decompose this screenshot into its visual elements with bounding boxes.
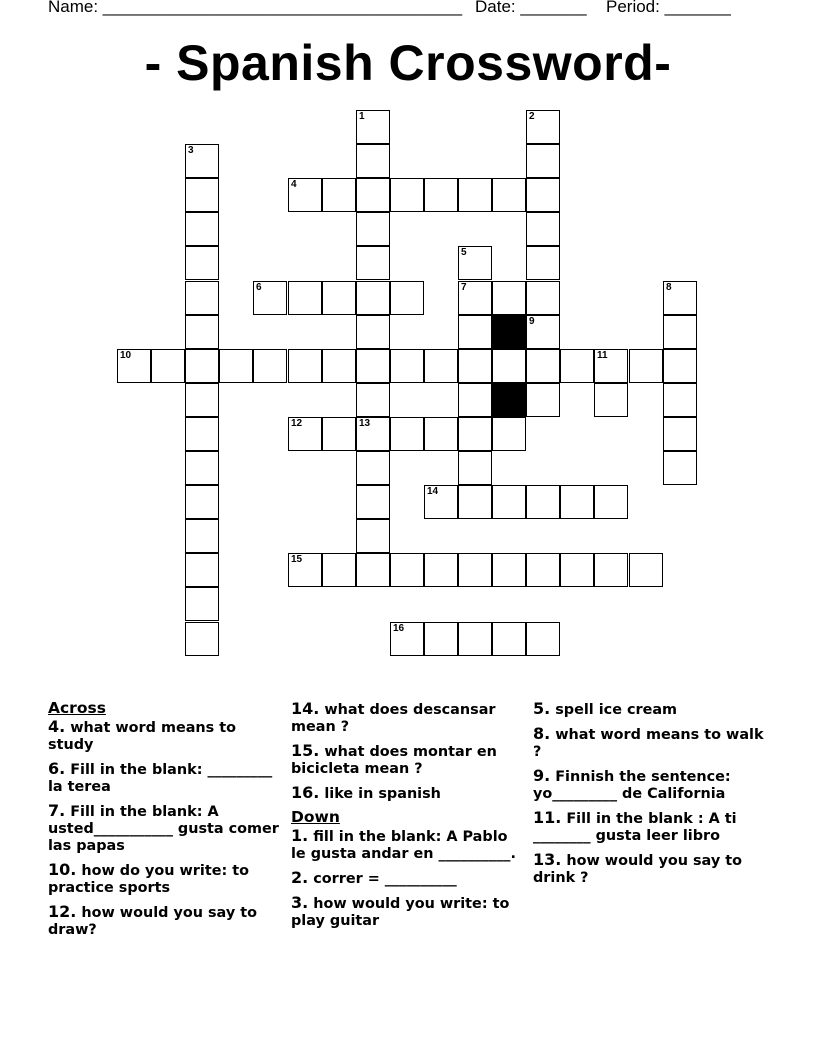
crossword-cell[interactable] [185, 281, 219, 315]
crossword-cell[interactable] [185, 451, 219, 485]
crossword-cell[interactable] [594, 553, 628, 587]
crossword-cell[interactable] [390, 178, 424, 212]
crossword-cell[interactable] [356, 144, 390, 178]
clue-column-2 [291, 700, 523, 936]
clue-item: 7. Fill in the blank: A usted___________ gusta comer las papas [48, 801, 279, 854]
crossword-cell[interactable] [458, 485, 492, 519]
crossword-block [492, 315, 526, 349]
crossword-cell[interactable] [594, 485, 628, 519]
crossword-cell[interactable] [492, 281, 526, 315]
crossword-cell[interactable] [185, 315, 219, 349]
crossword-cell[interactable] [663, 315, 697, 349]
clue-item: 6. Fill in the blank: _________ la terea [48, 759, 273, 795]
period-field[interactable]: Period: _______ [606, 0, 731, 16]
crossword-cell[interactable] [253, 281, 287, 315]
crossword-cell[interactable] [356, 212, 390, 246]
crossword-cell[interactable] [492, 622, 526, 656]
crossword-cell[interactable] [356, 246, 390, 280]
clue-column-1 [48, 700, 280, 945]
clue-number: 7 [461, 282, 467, 293]
crossword-cell[interactable] [185, 383, 219, 417]
crossword-cell[interactable] [424, 349, 458, 383]
crossword-cell[interactable] [253, 349, 287, 383]
crossword-cell[interactable] [629, 349, 663, 383]
crossword-cell[interactable] [185, 553, 219, 587]
crossword-cell[interactable] [560, 485, 594, 519]
crossword-cell[interactable] [526, 110, 560, 144]
clue-item: 5. spell ice cream [533, 699, 678, 718]
clue-number: 2 [529, 111, 535, 122]
crossword-cell[interactable] [594, 349, 628, 383]
crossword-cell[interactable] [526, 349, 560, 383]
crossword-cell[interactable] [526, 144, 560, 178]
date-field[interactable]: Date: _______ [475, 0, 587, 16]
clue-item: 11. Fill in the blank : A ti ________ gusta leer libro [533, 808, 737, 844]
crossword-cell[interactable] [663, 383, 697, 417]
crossword-cell[interactable] [117, 349, 151, 383]
crossword-cell[interactable] [594, 383, 628, 417]
crossword-cell[interactable] [288, 178, 322, 212]
crossword-cell[interactable] [629, 553, 663, 587]
crossword-cell[interactable] [185, 519, 219, 553]
clue-item: 14. what does descansar mean ? [291, 699, 496, 735]
crossword-cell[interactable] [288, 553, 322, 587]
clue-item: 15. what does montar en bicicleta mean ? [291, 741, 497, 777]
clue-item: 2. correr = __________ [291, 868, 457, 887]
clue-column-3 [533, 700, 765, 893]
crossword-cell[interactable] [356, 281, 390, 315]
crossword-cell[interactable] [356, 178, 390, 212]
crossword-cell[interactable] [526, 315, 560, 349]
crossword-cell[interactable] [492, 417, 526, 451]
crossword-cell[interactable] [356, 519, 390, 553]
clue-item: 12. how would you say to draw? [48, 902, 257, 938]
crossword-cell[interactable] [185, 178, 219, 212]
crossword-cell[interactable] [526, 212, 560, 246]
clue-number: 16 [393, 623, 405, 634]
clue-number: 6 [256, 282, 262, 293]
name-field[interactable]: Name: ______________________________________ [48, 0, 463, 16]
clue-item: 10. how do you write: to practice sports [48, 860, 250, 896]
crossword-cell[interactable] [663, 417, 697, 451]
crossword-cell[interactable] [322, 553, 356, 587]
crossword-cell[interactable] [663, 281, 697, 315]
clue-number: 8 [666, 282, 672, 293]
crossword-cell[interactable] [322, 349, 356, 383]
crossword-cell[interactable] [356, 349, 390, 383]
crossword-cell[interactable] [424, 178, 458, 212]
crossword-cell[interactable] [356, 485, 390, 519]
crossword-cell[interactable] [424, 622, 458, 656]
crossword-cell[interactable] [560, 349, 594, 383]
crossword-cell[interactable] [288, 417, 322, 451]
crossword-cell[interactable] [458, 315, 492, 349]
crossword-cell[interactable] [219, 349, 253, 383]
crossword-cell[interactable] [185, 622, 219, 656]
crossword-cell[interactable] [356, 110, 390, 144]
crossword-cell[interactable] [458, 417, 492, 451]
clue-item: 8. what word means to walk ? [533, 724, 764, 760]
clue-number: 11 [597, 350, 608, 361]
crossword-cell[interactable] [458, 178, 492, 212]
crossword-block [492, 383, 526, 417]
clue-item: 13. how would you say to drink ? [533, 850, 742, 886]
crossword-cell[interactable] [458, 451, 492, 485]
clue-number: 9 [529, 316, 535, 327]
crossword-cell[interactable] [526, 281, 560, 315]
clue-number: 14 [427, 486, 439, 497]
crossword-cell[interactable] [390, 417, 424, 451]
crossword-cell[interactable] [663, 349, 697, 383]
crossword-cell[interactable] [526, 246, 560, 280]
crossword-cell[interactable] [185, 212, 219, 246]
crossword-cell[interactable] [185, 485, 219, 519]
crossword-cell[interactable] [458, 553, 492, 587]
crossword-cell[interactable] [185, 349, 219, 383]
crossword-cell[interactable] [526, 553, 560, 587]
crossword-cell[interactable] [458, 349, 492, 383]
crossword-cell[interactable] [356, 417, 390, 451]
clue-number: 15 [291, 554, 303, 565]
crossword-cell[interactable] [526, 383, 560, 417]
clue-number: 12 [291, 418, 303, 429]
clue-number: 5 [461, 247, 467, 258]
clue-number: 3 [188, 145, 194, 156]
crossword-cell[interactable] [356, 383, 390, 417]
crossword-cell[interactable] [424, 553, 458, 587]
crossword-cell[interactable] [185, 587, 219, 621]
crossword-cell[interactable] [492, 553, 526, 587]
clue-item: 3. how would you write: to play guitar [291, 893, 510, 929]
crossword-cell[interactable] [288, 281, 322, 315]
crossword-cell[interactable] [526, 622, 560, 656]
clue-number: 4 [291, 179, 297, 190]
crossword-cell[interactable] [288, 349, 322, 383]
crossword-cell[interactable] [151, 349, 185, 383]
crossword-cell[interactable] [356, 451, 390, 485]
crossword-cell[interactable] [322, 281, 356, 315]
crossword-cell[interactable] [458, 383, 492, 417]
crossword-cell[interactable] [185, 246, 219, 280]
crossword-cell[interactable] [458, 281, 492, 315]
crossword-cell[interactable] [356, 553, 390, 587]
crossword-cell[interactable] [322, 417, 356, 451]
crossword-cell[interactable] [185, 417, 219, 451]
crossword-cell[interactable] [390, 281, 424, 315]
crossword-cell[interactable] [492, 485, 526, 519]
crossword-cell[interactable] [526, 178, 560, 212]
crossword-cell[interactable] [492, 178, 526, 212]
across-heading: Across [48, 699, 106, 717]
crossword-cell[interactable] [390, 622, 424, 656]
crossword-cell[interactable] [424, 485, 458, 519]
clue-number: 10 [120, 350, 132, 361]
clue-number: 13 [359, 418, 371, 429]
clue-item: 4. what word means to study [48, 717, 237, 753]
crossword-cell[interactable] [560, 553, 594, 587]
clue-item: 9. Finnish the sentence: yo_________ de California [533, 766, 731, 802]
crossword-cell[interactable] [356, 315, 390, 349]
crossword-cell[interactable] [458, 246, 492, 280]
crossword-cell[interactable] [663, 451, 697, 485]
crossword-cell[interactable] [526, 485, 560, 519]
clue-number: 1 [359, 111, 365, 122]
crossword-cell[interactable] [185, 144, 219, 178]
clue-item: 1. fill in the blank: A Pablo le gusta andar en __________. [291, 826, 516, 862]
crossword-cell[interactable] [322, 178, 356, 212]
crossword-cell[interactable] [390, 553, 424, 587]
page-title: - Spanish Crossword- [144, 35, 672, 91]
crossword-cell[interactable] [424, 417, 458, 451]
crossword-cell[interactable] [390, 349, 424, 383]
down-heading: Down [291, 808, 340, 826]
crossword-cell[interactable] [458, 622, 492, 656]
crossword-cell[interactable] [492, 349, 526, 383]
clue-item: 16. like in spanish [291, 783, 441, 802]
